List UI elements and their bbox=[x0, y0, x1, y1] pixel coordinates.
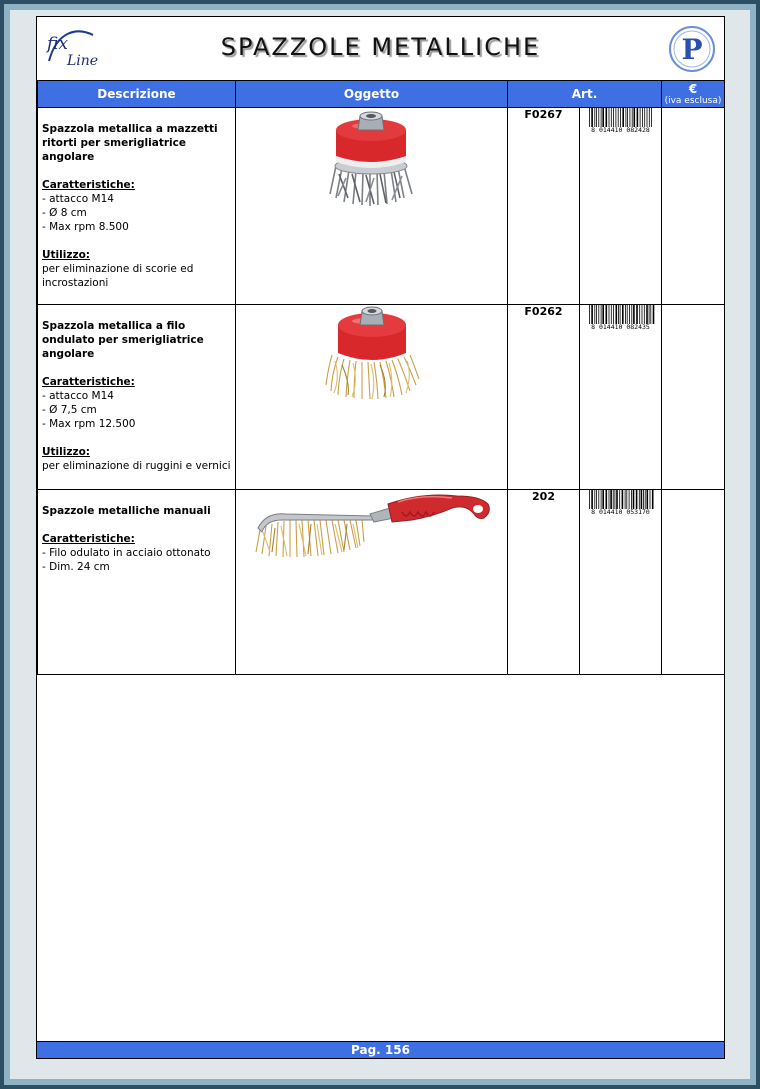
features-label: Caratteristiche: bbox=[42, 533, 135, 545]
barcode bbox=[587, 490, 655, 516]
feature-item: - Ø 8 cm bbox=[42, 207, 87, 219]
product-name-line: angolare bbox=[42, 151, 95, 163]
usage-label: Utilizzo: bbox=[42, 446, 90, 458]
price-cell bbox=[662, 108, 725, 305]
product-name-line: Spazzola metallica a mazzetti bbox=[42, 123, 218, 135]
products-table bbox=[37, 80, 725, 675]
badge-letter: P bbox=[681, 33, 703, 66]
crimped-cup-brush-icon bbox=[322, 305, 422, 401]
price-symbol: € bbox=[688, 82, 698, 96]
table-row bbox=[38, 490, 725, 675]
badge-logo bbox=[668, 25, 716, 73]
product-name-line: ritorti per smerigliatrice bbox=[42, 137, 186, 149]
feature-item: - Dim. 24 cm bbox=[42, 561, 110, 573]
row-image bbox=[236, 305, 508, 490]
logo-text-top: fix bbox=[47, 34, 68, 54]
article-code: F0262 bbox=[508, 305, 580, 490]
usage-label: Utilizzo: bbox=[42, 249, 90, 261]
row-description bbox=[38, 490, 236, 675]
product-name-line: Spazzole metalliche manuali bbox=[42, 505, 211, 517]
col-description: Descrizione bbox=[38, 81, 236, 108]
article-code: F0267 bbox=[508, 108, 580, 305]
features-label: Caratteristiche: bbox=[42, 376, 135, 388]
row-image bbox=[236, 490, 508, 675]
knotted-cup-brush-icon bbox=[322, 108, 422, 208]
page-footer: Pag. 156 bbox=[37, 1041, 724, 1058]
hand-wire-brush-icon bbox=[252, 490, 492, 560]
feature-item: - Max rpm 12.500 bbox=[42, 418, 136, 430]
table-row bbox=[38, 305, 725, 490]
product-name-line: Spazzola metallica a filo bbox=[42, 320, 186, 332]
barcode-number: 8 014410 082428 bbox=[591, 126, 650, 134]
row-description bbox=[38, 305, 236, 490]
row-description bbox=[38, 108, 236, 305]
feature-item: - Max rpm 8.500 bbox=[42, 221, 129, 233]
usage-line: per eliminazione di ruggini e vernici bbox=[42, 460, 231, 472]
price-cell bbox=[662, 305, 725, 490]
product-name-line: ondulato per smerigliatrice bbox=[42, 334, 204, 346]
page-header bbox=[37, 17, 724, 80]
catalog-page bbox=[36, 16, 725, 1059]
price-note: (iva esclusa) bbox=[664, 96, 722, 106]
barcode bbox=[587, 108, 655, 134]
usage-line: incrostazioni bbox=[42, 277, 109, 289]
barcode-bars bbox=[587, 490, 655, 510]
barcode-cell bbox=[580, 108, 662, 305]
feature-item: - attacco M14 bbox=[42, 390, 114, 402]
row-image bbox=[236, 108, 508, 305]
barcode-cell bbox=[580, 490, 662, 675]
page-title: SPAZZOLE METALLICHE bbox=[220, 33, 541, 61]
col-article: Art. bbox=[508, 81, 662, 108]
barcode-number: 8 014410 053170 bbox=[591, 508, 650, 516]
product-name-line: angolare bbox=[42, 348, 95, 360]
feature-item: - attacco M14 bbox=[42, 193, 114, 205]
barcode-cell bbox=[580, 305, 662, 490]
feature-item: - Filo odulato in acciaio ottonato bbox=[42, 547, 211, 559]
table-header-row bbox=[38, 81, 725, 108]
barcode bbox=[587, 305, 655, 331]
article-code: 202 bbox=[508, 490, 580, 675]
usage-line: per eliminazione di scorie ed bbox=[42, 263, 194, 275]
barcode-number: 8 014410 082435 bbox=[591, 323, 650, 331]
barcode-bars bbox=[587, 305, 655, 325]
col-object: Oggetto bbox=[236, 81, 508, 108]
barcode-bars bbox=[587, 108, 655, 128]
feature-item: - Ø 7,5 cm bbox=[42, 404, 97, 416]
table-row bbox=[38, 108, 725, 305]
col-price bbox=[662, 81, 725, 108]
logo-text-bottom: Line bbox=[67, 53, 99, 69]
price-cell bbox=[662, 490, 725, 675]
features-label: Caratteristiche: bbox=[42, 179, 135, 191]
